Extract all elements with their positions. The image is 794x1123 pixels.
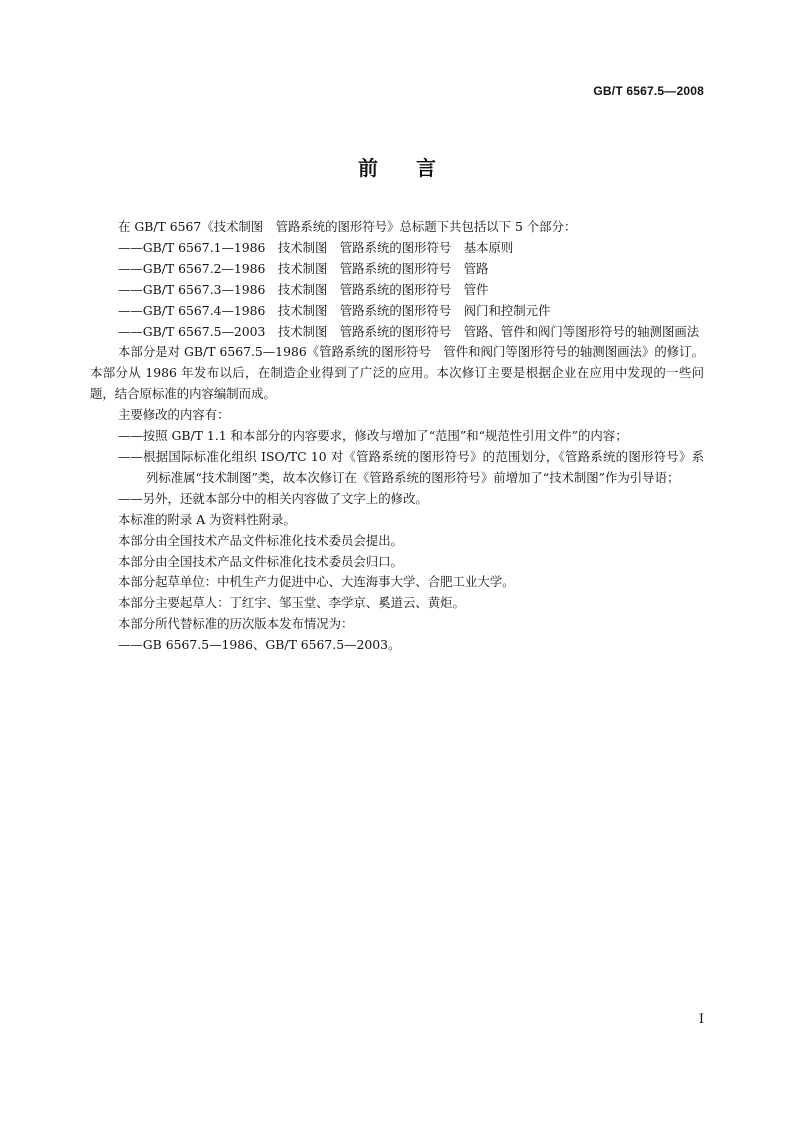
change-item-2: ——根据国际标准化组织 ISO/TC 10 对《管路系统的图形符号》的范围划分，《管路系统的图形符号》系列标准属“技术制图”类，故本次修订在《管路系统的图形符号》前增加了“技术制图”作为引导语； — [118, 448, 704, 485]
part-list-item-1: ——GB/T 6567.1—1986 技术制图 管路系统的图形符号 基本原则 — [118, 239, 514, 255]
intro-paragraph: 在 GB/T 6567《技术制图 管路系统的图形符号》总标题下共包括以下 5 个部分： — [118, 219, 577, 234]
change-item-3: ——另外，还就本部分中的相关内容做了文字上的修改。 — [118, 490, 428, 506]
history-heading: 本部分所代替标准的历次版本发布情况为： — [118, 616, 354, 632]
part-list-item-2: ——GB/T 6567.2—1986 技术制图 管路系统的图形符号 管路 — [118, 260, 489, 276]
history-item: ——GB 6567.5—1986、GB/T 6567.5—2003。 — [118, 637, 401, 653]
part-list-item-3: ——GB/T 6567.3—1986 技术制图 管路系统的图形符号 管件 — [118, 281, 489, 297]
proposer-note: 本部分由全国技术产品文件标准化技术委员会提出。 — [118, 532, 403, 548]
page-number: I — [698, 1012, 704, 1027]
drafters-note: 本部分主要起草人：丁红宇、邹玉堂、李学京、奚道云、黄炬。 — [118, 595, 465, 611]
standard-code-header: GB/T 6567.5—2008 — [593, 84, 704, 98]
changes-heading: 主要修改的内容有： — [118, 407, 230, 423]
page-title: 前言 — [358, 156, 474, 180]
annex-note: 本标准的附录 A 为资料性附录。 — [118, 511, 296, 527]
part-list-item-5: ——GB/T 6567.5—2003 技术制图 管路系统的图形符号 管路、管件和阀门等图形符号的轴测图画法 — [118, 323, 700, 339]
preface-body — [90, 217, 704, 656]
centralizer-note: 本部分由全国技术产品文件标准化技术委员会归口。 — [118, 553, 403, 569]
part-list-item-4: ——GB/T 6567.4—1986 技术制图 管路系统的图形符号 阀门和控制元件 — [118, 302, 551, 318]
drafting-units-note: 本部分起草单位：中机生产力促进中心、大连海事大学、合肥工业大学。 — [118, 574, 515, 590]
revision-paragraph: 本部分是对 GB/T 6567.5—1986《管路系统的图形符号 管件和阀门等图形符号的轴测图画法》的修订。本部分从 1986 年发布以后，在制造企业得到了广泛的应用。本次修订主要是根据企业在应用中发现的一些问题，结合原标准的内容编制而成。 — [90, 344, 704, 402]
change-item-1: ——按照 GB/T 1.1 和本部分的内容要求，修改与增加了“范围”和“规范性引用文件”的内容； — [118, 428, 628, 444]
